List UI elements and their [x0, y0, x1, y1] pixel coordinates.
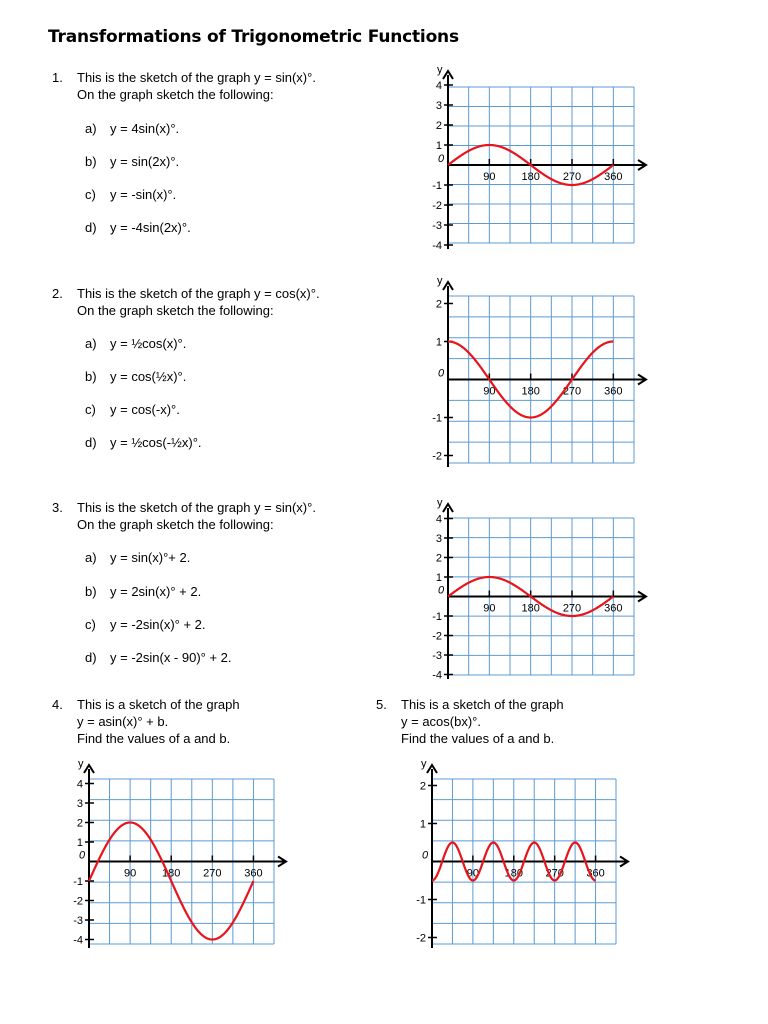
option-d: d) y = -4sin(2x)°. [85, 220, 191, 235]
option-b: b) y = sin(2x)°. [85, 154, 180, 169]
y-axis-arrow-icon [443, 282, 453, 290]
grid [448, 87, 634, 243]
y-axis-arrow-icon [84, 765, 94, 773]
origin-label: 0 [438, 367, 445, 380]
question-number: 4. [52, 697, 63, 712]
x-tick-label: 360 [604, 602, 623, 615]
y-axis-label: y [78, 758, 84, 770]
y-tick-label: 1 [419, 818, 426, 831]
question-line: This is a sketch of the graph [77, 697, 240, 712]
y-tick-label: -3 [432, 220, 442, 232]
question-line: y = acos(bx)°. [401, 714, 481, 729]
question-line: y = asin(x)° + b. [77, 714, 169, 729]
origin-label: 0 [438, 584, 445, 597]
option-b: b) y = 2sin(x)° + 2. [85, 584, 202, 599]
x-tick-label: 360 [586, 867, 605, 880]
question-line: Find the values of a and b. [401, 731, 555, 746]
question-5 [376, 696, 564, 747]
x-tick-label: 90 [466, 867, 480, 880]
question-4 [52, 696, 240, 747]
option-d: d) y = ½cos(-½x)°. [85, 435, 202, 450]
y-tick-label: -2 [73, 895, 83, 908]
y-tick-label: 4 [435, 80, 442, 92]
question-line: On the graph sketch the following: [77, 87, 274, 102]
x-axis-arrow-icon [638, 592, 646, 602]
question-line: On the graph sketch the following: [77, 303, 274, 318]
y-axis-label: y [421, 758, 427, 770]
option-a: a) y = 4sin(x)°. [85, 121, 180, 136]
y-axis-label: y [437, 275, 443, 287]
y-tick-label: -3 [73, 915, 83, 927]
question-number: 3. [52, 500, 63, 515]
x-tick-label: 90 [483, 602, 496, 615]
option-b: b) y = cos(½x)°. [85, 369, 187, 384]
y-tick-label: 3 [435, 533, 442, 545]
y-tick-label: -4 [432, 669, 442, 682]
function-curve [448, 577, 613, 616]
y-tick-label: 1 [435, 336, 442, 349]
y-tick-label: 1 [435, 572, 442, 584]
y-tick-label: -1 [432, 611, 442, 623]
option-a: a) y = ½cos(x)°. [85, 336, 187, 351]
y-axis-label: y [437, 497, 443, 509]
function-curve [448, 342, 613, 418]
y-tick-label: -1 [416, 894, 426, 907]
option-a: a) y = sin(x)°+ 2. [85, 550, 191, 565]
x-tick-label: 270 [562, 602, 582, 615]
x-tick-label: 90 [483, 171, 496, 183]
page-title: Transformations of Trigonometric Functions [48, 27, 459, 47]
x-tick-label: 90 [483, 385, 496, 398]
y-tick-label: -2 [432, 450, 442, 463]
y-tick-label: 4 [435, 513, 442, 526]
grid [448, 518, 634, 675]
x-tick-label: 360 [604, 385, 623, 398]
y-tick-label: -2 [432, 630, 442, 643]
y-tick-label: -3 [432, 650, 442, 662]
x-axis-arrow-icon [620, 857, 628, 867]
question-line: This is a sketch of the graph [401, 697, 564, 712]
y-tick-label: 1 [76, 837, 83, 849]
function-curve [448, 145, 613, 185]
y-axis-label: y [437, 64, 443, 76]
grid [89, 779, 274, 944]
function-curve [89, 823, 253, 940]
y-tick-label: 2 [435, 552, 442, 565]
origin-label: 0 [438, 153, 445, 165]
question-number: 2. [52, 286, 63, 301]
y-tick-label: 3 [76, 798, 83, 810]
origin-label: 0 [79, 849, 86, 862]
x-tick-label: 180 [521, 385, 540, 398]
question-number: 5. [376, 697, 387, 712]
function-curve [432, 843, 596, 881]
x-tick-label: 360 [604, 171, 623, 183]
y-tick-label: -1 [432, 180, 442, 192]
y-tick-label: -4 [432, 240, 442, 252]
option-c: c) y = cos(-x)°. [85, 402, 180, 417]
y-tick-label: 2 [419, 780, 426, 793]
y-tick-label: 2 [435, 298, 442, 311]
x-tick-label: 360 [244, 867, 263, 880]
x-tick-label: 180 [521, 171, 540, 183]
question-number: 1. [52, 70, 63, 85]
grid [448, 296, 634, 463]
question-1 [52, 69, 316, 235]
question-line: On the graph sketch the following: [77, 517, 274, 532]
x-axis-arrow-icon [278, 857, 286, 867]
question-line: This is the sketch of the graph y = cos(x)°. [77, 286, 320, 301]
x-axis-arrow-icon [638, 375, 646, 385]
y-tick-label: -1 [432, 412, 442, 425]
x-tick-label: 180 [504, 867, 523, 880]
y-tick-label: -2 [432, 200, 442, 212]
y-axis-arrow-icon [427, 765, 437, 773]
x-tick-label: 180 [521, 602, 540, 615]
grid [432, 779, 616, 944]
y-axis-arrow-icon [443, 71, 453, 79]
y-tick-label: -1 [73, 876, 83, 888]
x-tick-label: 270 [562, 171, 582, 183]
y-tick-label: 1 [435, 140, 442, 152]
x-tick-label: 270 [562, 385, 582, 398]
question-line: This is the sketch of the graph y = sin(x)°. [77, 70, 316, 85]
x-tick-label: 270 [203, 867, 222, 880]
y-tick-label: -4 [73, 934, 83, 947]
x-tick-label: 180 [162, 867, 181, 880]
option-c: c) y = -sin(x)°. [85, 187, 177, 202]
option-d: d) y = -2sin(x - 90)° + 2. [85, 650, 232, 665]
y-axis-arrow-icon [443, 504, 453, 512]
x-tick-label: 90 [123, 867, 137, 880]
question-line: This is the sketch of the graph y = sin(x)°. [77, 500, 316, 515]
y-tick-label: 2 [76, 817, 83, 830]
question-2 [52, 285, 320, 450]
x-tick-label: 270 [545, 867, 564, 880]
option-c: c) y = -2sin(x)° + 2. [85, 617, 206, 632]
y-tick-label: -2 [416, 932, 426, 945]
y-tick-label: 3 [435, 100, 442, 112]
y-tick-label: 2 [435, 120, 442, 132]
question-3 [52, 499, 316, 665]
x-axis-arrow-icon [638, 160, 646, 170]
origin-label: 0 [422, 849, 429, 862]
question-line: Find the values of a and b. [77, 731, 231, 746]
y-tick-label: 4 [76, 778, 83, 791]
